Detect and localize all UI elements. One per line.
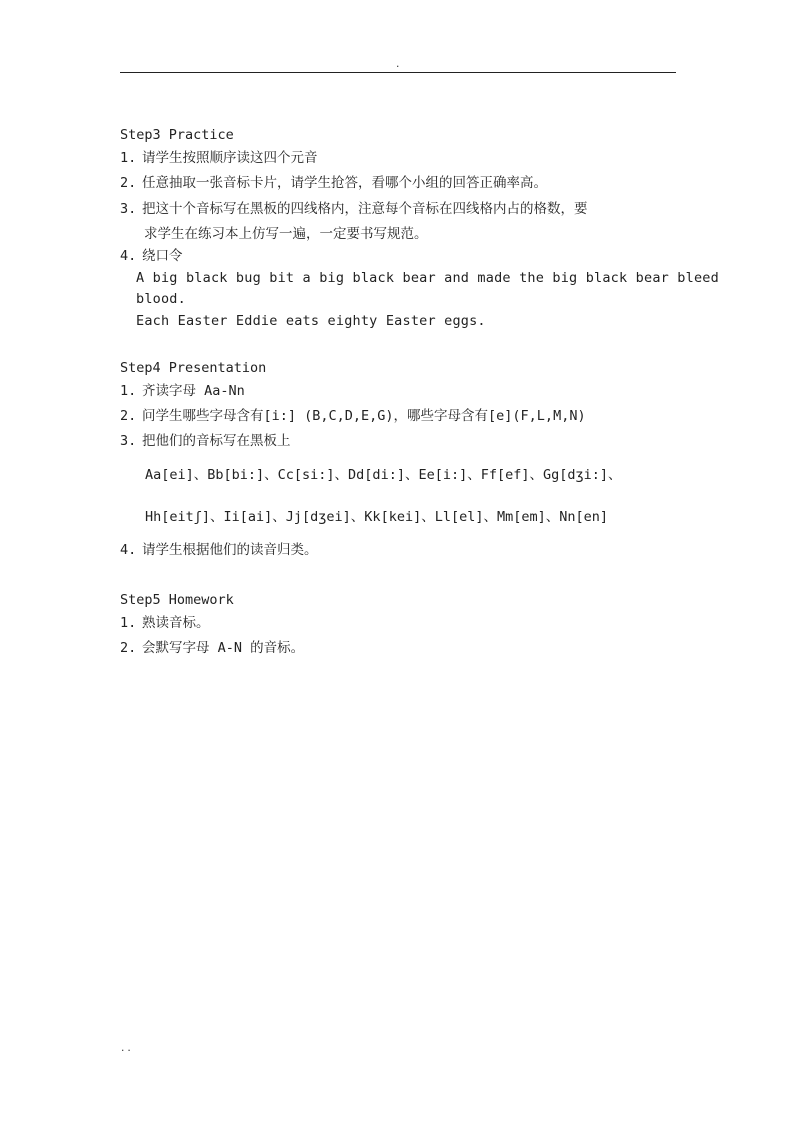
item-number: 1. (120, 150, 137, 166)
step3-item-4 (120, 246, 183, 266)
header-mark: . (395, 60, 401, 70)
item-number: 2. (120, 175, 137, 191)
footer-mark: .. (120, 1044, 133, 1054)
step3-item-3 (120, 199, 588, 219)
item-text: 把他们的音标写在黑板上 (142, 433, 291, 449)
item-text: 熟读音标。 (142, 615, 210, 631)
item-text: 问学生哪些字母含有[i:] (B,C,D,E,G)，哪些字母含有[e](F,L,M,N) (142, 408, 586, 424)
item-text: 会默写字母 A-N 的音标。 (142, 640, 305, 656)
item-number: 1. (120, 383, 137, 399)
step3-item-2 (120, 173, 547, 193)
item-number: 1. (120, 615, 137, 631)
step3-item-1 (120, 148, 318, 168)
header-rule (120, 72, 676, 73)
item-text: 请学生按照顺序读这四个元音 (142, 150, 318, 166)
step3-item-3-continuation: 求学生在练习本上仿写一遍，一定要书写规范。 (144, 226, 428, 242)
step3-heading: Step3 Practice (120, 127, 234, 143)
step4-item-4 (120, 540, 318, 560)
phonetics-line-2: Hh[eitʃ]、Ii[ai]、Jj[dʒei]、Kk[kei]、Ll[el]、Mm[em]、Nn[en] (145, 509, 609, 525)
step4-item-1 (120, 381, 245, 401)
item-number: 3. (120, 201, 137, 217)
tongue-twister-line-1: A big black bug bit a big black bear and made the big black bear bleed (136, 270, 719, 286)
step4-item-2 (120, 406, 586, 426)
phonetics-line-1: Aa[ei]、Bb[bi:]、Cc[si:]、Dd[di:]、Ee[i:]、Ff[ef]、Gg[dʒi:]、 (145, 467, 622, 483)
step4-heading: Step4 Presentation (120, 360, 267, 376)
tongue-twister-line-3: Each Easter Eddie eats eighty Easter eggs. (136, 313, 486, 329)
item-number: 4. (120, 248, 137, 264)
step4-item-3 (120, 431, 291, 451)
item-number: 4. (120, 542, 137, 558)
item-number: 2. (120, 640, 137, 656)
item-text: 绕口令 (142, 248, 183, 264)
step5-heading: Step5 Homework (120, 592, 234, 608)
tongue-twister-line-2: blood. (136, 291, 186, 307)
item-number: 2. (120, 408, 137, 424)
item-text: 任意抽取一张音标卡片，请学生抢答，看哪个小组的回答正确率高。 (142, 175, 547, 191)
step5-item-2 (120, 638, 304, 658)
item-text: 齐读字母 Aa-Nn (142, 383, 245, 399)
step5-item-1 (120, 613, 210, 633)
item-number: 3. (120, 433, 137, 449)
item-text: 请学生根据他们的读音归类。 (142, 542, 318, 558)
item-text: 把这十个音标写在黑板的四线格内，注意每个音标在四线格内占的格数，要 (142, 201, 588, 217)
